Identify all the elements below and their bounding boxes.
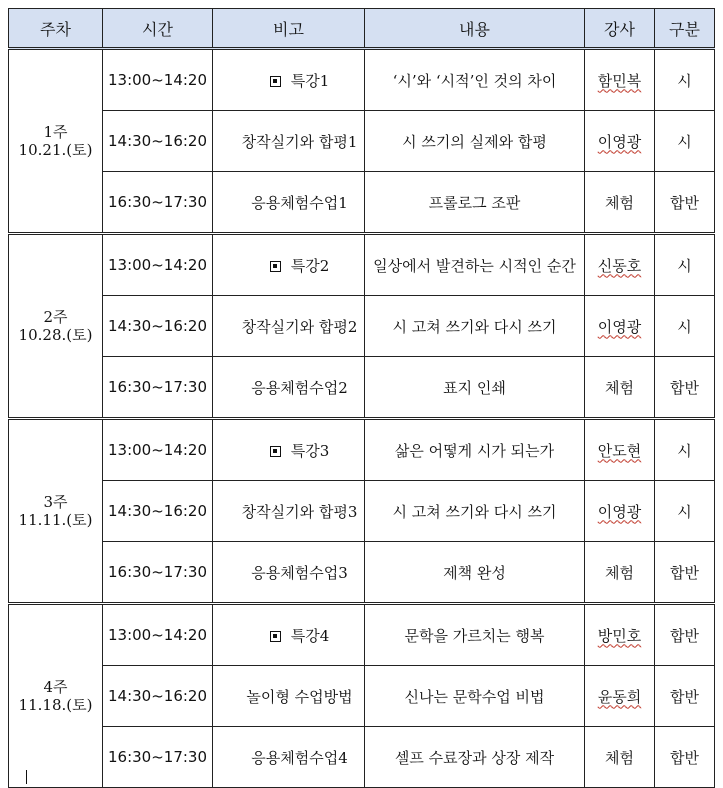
category-cell-text: 시 [677,502,692,521]
table-row [9,727,715,788]
time-cell-text: 14:30~16:20 [107,317,208,335]
category-cell [655,419,715,481]
content-cell [365,111,585,172]
content-cell [365,481,585,542]
note-cell [213,666,365,727]
week-label: 4주 [43,678,68,696]
square-bullet-icon [270,446,281,457]
instructor-cell-text: 방민호 [597,626,642,645]
category-cell [655,481,715,542]
note-cell [213,727,365,788]
note-cell [213,357,365,419]
header-row [9,9,715,49]
content-cell [365,419,585,481]
time-cell [103,542,213,604]
category-cell-text: 합반 [670,378,699,397]
week-date: 10.28.(토) [18,326,93,344]
note-cell-text: 특강1 [290,71,330,90]
footer-mark [26,770,27,784]
category-cell [655,49,715,111]
content-cell [365,234,585,296]
instructor-cell [585,296,655,357]
instructor-cell [585,172,655,234]
time-cell [103,604,213,666]
note-cell-text: 특강2 [290,256,330,275]
content-cell [365,172,585,234]
header-week: 주차 [9,9,103,49]
content-cell [365,296,585,357]
table-row [9,234,715,296]
header-time: 시간 [103,9,213,49]
instructor-cell [585,727,655,788]
table-row [9,481,715,542]
note-cell-text: 특강3 [290,441,330,460]
time-cell-text: 13:00~14:20 [107,441,208,459]
square-bullet-icon [270,76,281,87]
instructor-cell-text: 체험 [605,378,634,397]
header-instructor: 강사 [585,9,655,49]
note-cell [213,296,365,357]
instructor-cell [585,666,655,727]
instructor-cell-text: 체험 [605,563,634,582]
note-cell [213,172,365,234]
note-cell [213,542,365,604]
week-date: 10.21.(토) [18,141,93,159]
square-bullet-icon [270,631,281,642]
instructor-cell-text: 체험 [605,193,634,212]
category-cell-text: 시 [677,132,692,151]
header-note: 비고 [213,9,365,49]
instructor-cell-text: 윤동희 [597,687,642,706]
note-cell [213,111,365,172]
instructor-cell [585,481,655,542]
content-cell-text: 제책 완성 [443,563,506,582]
table-row [9,296,715,357]
instructor-cell-text: 이영광 [597,502,642,521]
content-cell [365,49,585,111]
category-cell-text: 합반 [670,563,699,582]
time-cell [103,296,213,357]
content-cell-text: 시 고쳐 쓰기와 다시 쓰기 [392,317,557,336]
category-cell [655,357,715,419]
note-cell-text: 응용체험수업1 [251,193,348,212]
category-cell-text: 시 [677,256,692,275]
instructor-cell [585,111,655,172]
category-cell [655,666,715,727]
note-cell-text: 창작실기와 합평3 [241,502,358,521]
time-cell [103,172,213,234]
category-cell [655,542,715,604]
instructor-cell [585,49,655,111]
time-cell-text: 16:30~17:30 [107,563,208,581]
note-cell-text: 응용체험수업2 [251,378,348,397]
category-cell-text: 합반 [670,193,699,212]
table-row [9,111,715,172]
time-cell [103,111,213,172]
week-date: 11.18.(토) [18,696,93,714]
time-cell-text: 13:00~14:20 [107,71,208,89]
time-cell-text: 14:30~16:20 [107,132,208,150]
time-cell-text: 16:30~17:30 [107,193,208,211]
category-cell-text: 합반 [670,687,699,706]
table-row [9,666,715,727]
instructor-cell-text: 함민복 [597,71,642,90]
content-cell-text: ‘시’와 ‘시적’인 것의 차이 [392,71,557,90]
content-cell-text: 시 쓰기의 실제와 합평 [402,132,547,151]
note-cell-text: 응용체험수업3 [251,563,348,582]
note-cell-text: 창작실기와 합평2 [241,317,358,336]
note-cell [213,419,365,481]
category-cell-text: 합반 [670,748,699,767]
content-cell [365,727,585,788]
week-cell [9,49,103,234]
time-cell-text: 13:00~14:20 [107,256,208,274]
square-bullet-icon [270,261,281,272]
category-cell [655,234,715,296]
time-cell-text: 16:30~17:30 [107,748,208,766]
instructor-cell-text: 이영광 [597,132,642,151]
category-cell-text: 시 [677,317,692,336]
time-cell [103,666,213,727]
time-cell [103,49,213,111]
content-cell-text: 일상에서 발견하는 시적인 순간 [373,256,576,275]
note-cell-text: 특강4 [290,626,330,645]
note-cell [213,49,365,111]
table-row [9,542,715,604]
instructor-cell [585,357,655,419]
time-cell-text: 14:30~16:20 [107,502,208,520]
content-cell-text: 신나는 문학수업 비법 [404,687,545,706]
instructor-cell [585,542,655,604]
content-cell-text: 프롤로그 조판 [428,193,521,212]
time-cell [103,419,213,481]
time-cell [103,481,213,542]
week-cell [9,604,103,788]
category-cell [655,727,715,788]
table-row [9,419,715,481]
time-cell-text: 16:30~17:30 [107,378,208,396]
time-cell-text: 14:30~16:20 [107,687,208,705]
table-row [9,357,715,419]
schedule-table [8,8,715,788]
week-label: 1주 [43,123,68,141]
note-cell-text: 놀이형 수업방법 [246,687,353,706]
schedule-body [9,49,715,788]
content-cell [365,357,585,419]
note-cell-text: 창작실기와 합평1 [241,132,358,151]
table-row [9,49,715,111]
time-cell [103,234,213,296]
instructor-cell [585,604,655,666]
table-row [9,172,715,234]
category-cell-text: 합반 [670,626,699,645]
table-row [9,604,715,666]
time-cell [103,357,213,419]
content-cell [365,666,585,727]
week-label: 3주 [43,493,68,511]
category-cell [655,604,715,666]
category-cell [655,296,715,357]
time-cell [103,727,213,788]
header-content: 내용 [365,9,585,49]
note-cell [213,604,365,666]
instructor-cell-text: 체험 [605,748,634,767]
content-cell-text: 표지 인쇄 [443,378,506,397]
content-cell-text: 삶은 어떻게 시가 되는가 [394,441,555,460]
content-cell-text: 문학을 가르치는 행복 [404,626,545,645]
week-cell [9,419,103,604]
instructor-cell-text: 이영광 [597,317,642,336]
instructor-cell [585,234,655,296]
header-category: 구분 [655,9,715,49]
week-date: 11.11.(토) [18,511,93,529]
instructor-cell-text: 안도현 [597,441,642,460]
category-cell-text: 시 [677,71,692,90]
content-cell-text: 시 고쳐 쓰기와 다시 쓰기 [392,502,557,521]
instructor-cell-text: 신동호 [597,256,642,275]
category-cell [655,172,715,234]
category-cell-text: 시 [677,441,692,460]
note-cell [213,234,365,296]
instructor-cell [585,419,655,481]
week-label: 2주 [43,308,68,326]
note-cell-text: 응용체험수업4 [251,748,348,767]
time-cell-text: 13:00~14:20 [107,626,208,644]
week-cell [9,234,103,419]
category-cell [655,111,715,172]
content-cell [365,604,585,666]
content-cell [365,542,585,604]
note-cell [213,481,365,542]
content-cell-text: 셀프 수료장과 상장 제작 [394,748,555,767]
